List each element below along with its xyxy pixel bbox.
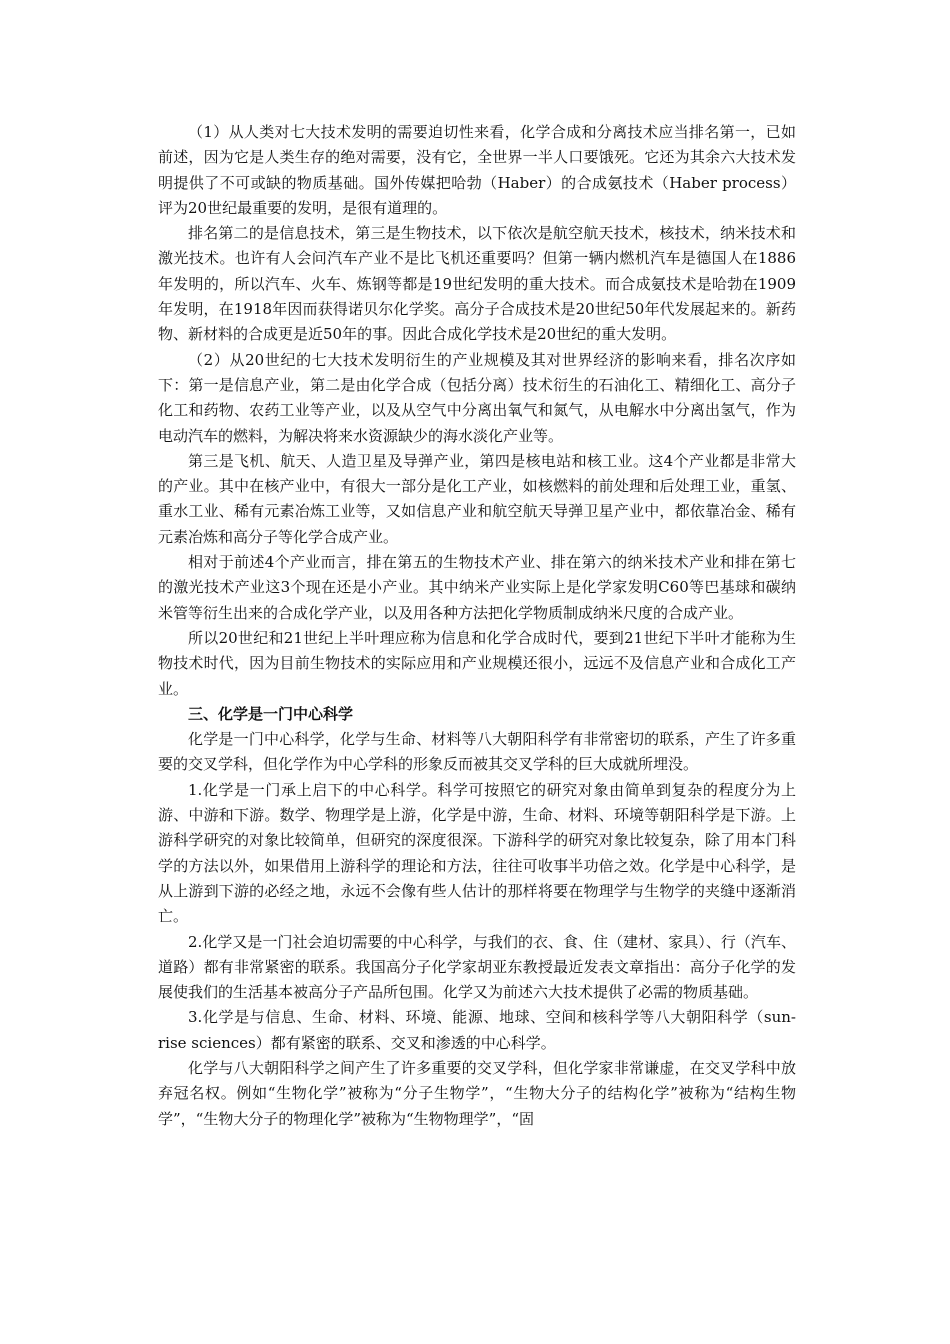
paragraph-point-3: 3.化学是与信息、生命、材料、环境、能源、地球、空间和核科学等八大朝阳科学（sun-rise sciences）都有紧密的联系、交叉和渗透的中心科学。 (158, 1008, 796, 1052)
paragraph-ranking-2: 排名第二的是信息技术，第三是生物技术，以下依次是航空航天技术，核技术，纳米技术和激光技术。也许有人会问汽车产业不是比飞机还重要吗？但第一辆内燃机汽车是德国人在1886年发明的，所以汽车、火车、炼钢等都是19世纪发明的重大技术。而合成氨技术是哈勃在1909年发明，在1918年因而获得诺贝尔化学奖。高分子合成技术是20世纪50年代发展起来的。新药物、新材料的合成更是近50年的事。因此合成化学技术是20世纪的重大发明。 (158, 224, 796, 344)
section-heading: 三、化学是一门中心科学 (188, 704, 354, 723)
paragraph-ranking-1: （1）从人类对七大技术发明的需要迫切性来看，化学合成和分离技术应当排名第一，已如前述，因为它是人类生存的绝对需要，没有它，全世界一半人口要饿死。它还为其余六大技术发明提供了不可或缺的物质基础。国外传媒把哈勃（Haber）的合成氨技术（Haber process）评为20世纪最重要的发明，是很有道理的。 (158, 123, 796, 217)
paragraph-era: 所以20世纪和21世纪上半叶理应称为信息和化学合成时代，要到21世纪下半叶才能称为生物技术时代，因为目前生物技术的实际应用和产业规模还很小，远远不及信息产业和合成化工产业。 (158, 628, 796, 698)
paragraph-industry-1: （2）从20世纪的七大技术发明衍生的产业规模及其对世界经济的影响来看，排名次序如下：第一是信息产业，第二是由化学合成（包括分离）技术衍生的石油化工、精细化工、高分子化工和药物、农药工业等产业，以及从空气中分离出氧气和氮气，从电解水中分离出氢气，作为电动汽车的燃料，为解决将来水资源缺少的海水淡化产业等。 (158, 350, 796, 445)
paragraph-interdisciplinary: 化学与八大朝阳科学之间产生了许多重要的交叉学科，但化学家非常谦虚，在交叉学科中放弃冠名权。例如“生物化学”被称为“分子生物学”，“生物大分子的结构化学”被称为“结构生物学”，“生物大分子的物理化学”被称为“生物物理学”，“固 (158, 1058, 796, 1128)
paragraph-point-2: 2.化学又是一门社会迫切需要的中心科学，与我们的衣、食、住（建材、家具）、行（汽车、道路）都有非常紧密的联系。我国高分子化学家胡亚东教授最近发表文章指出：高分子化学的发展使我们的生活基本被高分子产品所包围。化学又为前述六大技术提供了必需的物质基础。 (158, 932, 796, 1002)
document-body (158, 120, 796, 1132)
paragraph-industry-3: 相对于前述4个产业而言，排在第五的生物技术产业、排在第六的纳米技术产业和排在第七的激光技术产业这3个现在还是小产业。其中纳米产业实际上是化学家发明C60等巴基球和碳纳米管等衍生出来的合成化学产业，以及用各种方法把化学物质制成纳米尺度的合成产业。 (158, 553, 796, 622)
paragraph-point-1: 1.化学是一门承上启下的中心科学。科学可按照它的研究对象由简单到复杂的程度分为上游、中游和下游。数学、物理学是上游，化学是中游，生命、材料、环境等朝阳科学是下游。上游科学研究的对象比较简单，但研究的深度很深。下游科学的研究对象比较复杂，除了用本门科学的方法以外，如果借用上游科学的理论和方法，往往可收事半功倍之效。化学是中心科学，是从上游到下游的必经之地，永远不会像有些人估计的那样将要在物理学与生物学的夹缝中逐渐消亡。 (158, 780, 796, 926)
paragraph-industry-2: 第三是飞机、航天、人造卫星及导弹产业，第四是核电站和核工业。这4个产业都是非常大的产业。其中在核产业中，有很大一部分是化工产业，如核燃料的前处理和后处理工业，重氢、重水工业、稀有元素冶炼工业等，又如信息产业和航空航天导弹卫星产业中，都依靠冶金、稀有元素冶炼和高分子等化学合成产业。 (158, 451, 796, 546)
paragraph-central-science: 化学是一门中心科学，化学与生命、材料等八大朝阳科学有非常密切的联系，产生了许多重要的交叉学科，但化学作为中心学科的形象反而被其交叉学科的巨大成就所埋没。 (158, 730, 796, 774)
